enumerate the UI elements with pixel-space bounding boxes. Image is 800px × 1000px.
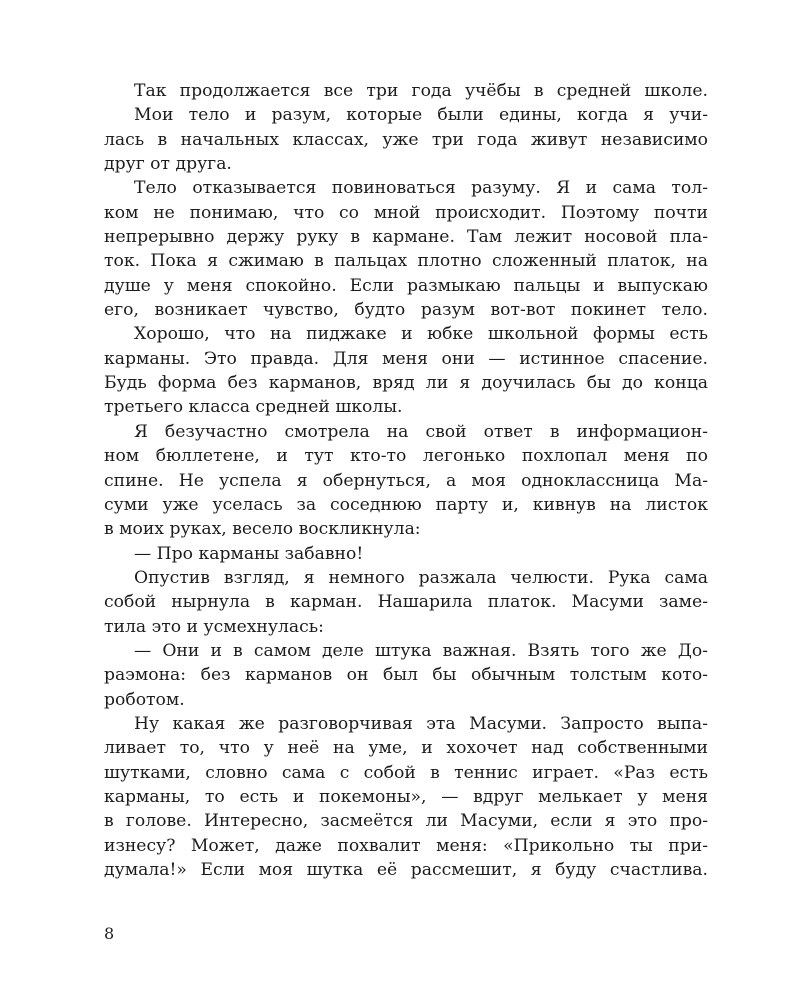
text-line: Будь форма без карманов, вряд ли я доучилась бы до конца — [104, 373, 708, 394]
text-line: непрерывно держу руку в кармане. Там лежит носовой пла- — [104, 227, 708, 248]
text-line: Так продолжается все три года учёбы в средней школе. — [134, 81, 708, 101]
text-line: третьего класса средней школы. — [104, 397, 403, 418]
text-line: изнесу? Может, даже похвалит меня: «Прикольно ты при- — [104, 835, 708, 856]
text-line: суми уже уселась за соседнюю парту и, кивнув на листок — [104, 494, 708, 515]
text-line: Тело отказывается повиноваться разуму. Я и сама тол- — [134, 178, 708, 199]
text-line: Хорошо, что на пиджаке и юбке школьной формы есть — [134, 324, 708, 345]
page-number: 8 — [104, 924, 115, 943]
text-line: Мои тело и разум, которые были едины, когда я учи- — [134, 105, 708, 126]
text-line: карманы. Это правда. Для меня они — истинное спасение. — [104, 348, 708, 369]
text-line: лась в начальных классах, уже три года живут независимо — [104, 129, 708, 150]
text-line: в моих руках, весело воскликнула: — [104, 519, 421, 540]
text-line: Опустив взгляд, я немного разжала челюсти. Рука сама — [134, 567, 708, 588]
text-line: роботом. — [104, 689, 185, 710]
text-line: думала!» Если моя шутка её рассмешит, я буду счастлива. — [104, 860, 708, 880]
text-line: — Они и в самом деле штука важная. Взять того же До- — [134, 640, 708, 661]
text-line: Я безучастно смотрела на свой ответ в информацион- — [134, 421, 708, 442]
text-line: — Про карманы забавно! — [134, 543, 364, 564]
text-line: Ну какая же разговорчивая эта Масуми. Запросто выпа- — [134, 713, 708, 734]
text-line: в голове. Интересно, засмеётся ли Масуми, если я это про- — [104, 811, 708, 832]
text-line: его, возникает чувство, будто разум вот-вот покинет тело. — [104, 300, 708, 321]
text-line: спине. Не успела я обернуться, а моя одноклассница Ма- — [104, 470, 708, 491]
text-line: душе у меня спокойно. Если размыкаю пальцы и выпускаю — [104, 275, 708, 296]
text-line: тила это и усмехнулась: — [104, 616, 324, 637]
text-line: ном бюллетене, и тут кто-то легонько похлопал меня по — [104, 446, 708, 467]
text-line: раэмона: без карманов он был бы обычным толстым кото- — [104, 665, 708, 686]
text-line: карманы, то есть и покемоны», — вдруг мелькает у меня — [104, 786, 708, 807]
text-line: ком не понимаю, что со мной происходит. Поэтому почти — [104, 202, 708, 223]
text-line: ливает то, что у неё на уме, и хохочет над собственными — [104, 738, 708, 759]
text-line: собой нырнула в карман. Нашарила платок. Масуми заме- — [104, 592, 708, 613]
text-line: друг от друга. — [104, 154, 232, 175]
text-line: шутками, словно сама с собой в теннис играет. «Раз есть — [104, 762, 708, 783]
body-text — [104, 79, 708, 882]
text-line: ток. Пока я сжимаю в пальцах плотно сложенный платок, на — [104, 251, 708, 272]
